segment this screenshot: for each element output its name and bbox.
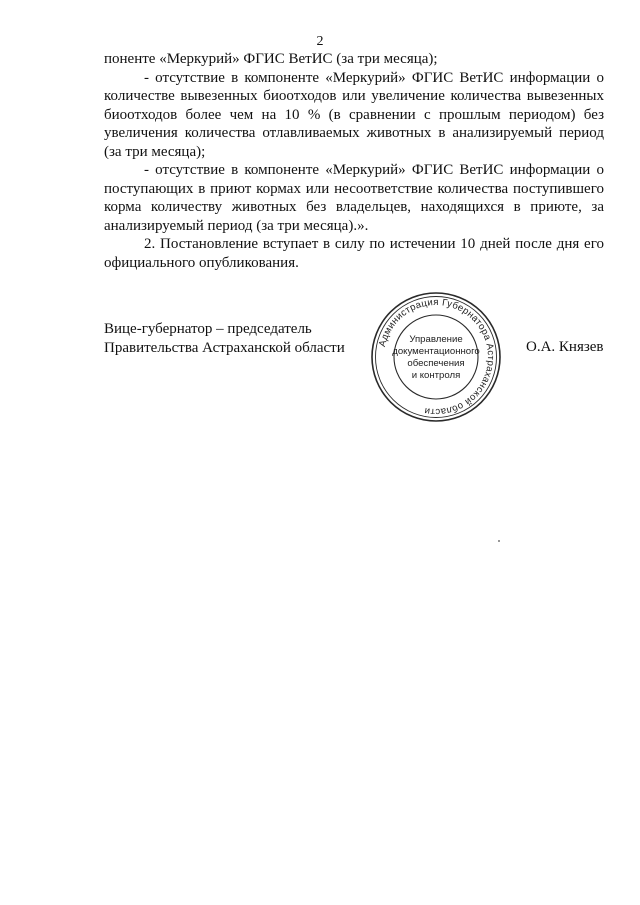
official-stamp [369,290,503,424]
stamp-center-line-2: документационного [392,346,480,357]
paragraph-continuation: поненте «Меркурий» ФГИС ВетИС (за три месяца); [104,51,438,67]
document-body [104,50,604,272]
paragraph-feed: - отсутствие в компоненте «Меркурий» ФГИС ВетИС информации о поступающих в приют кормах или несоответствие количества поступившего корма количеству животных без владельцев, находящихся в приюте, за анализируемый период (за три месяца).». [104,162,604,234]
signature-title [104,320,345,357]
stamp-center-line-4: и контроля [411,370,461,381]
stamp-seal-icon [369,290,503,424]
stamp-center-line-3: обеспечения [407,358,465,369]
signer-name: О.А. Князев [526,339,604,355]
stamp-center-line-1: Управление [409,334,463,345]
page-number: 2 [316,34,324,49]
signature-title-line-1: Вице-губернатор – председатель [104,321,312,337]
scan-speck [498,540,500,542]
paragraph-biowaste: - отсутствие в компоненте «Меркурий» ФГИС ВетИС информации о количестве вывезенных биоотходов или увеличение количества вывезенных биоотходов более чем на 10 % (в сравнении с прошлым периодом) без увеличения количества отлавливаемых животных в анализируемый период (за три месяца); [104,69,604,160]
stamp-ring-text: Администрация Губернатора Астраханской области [377,296,497,418]
signature-title-line-2: Правительства Астраханской области [104,339,345,356]
paragraph-effective-date: 2. Постановление вступает в силу по истечении 10 дней после дня его официального опубликования. [104,236,604,271]
